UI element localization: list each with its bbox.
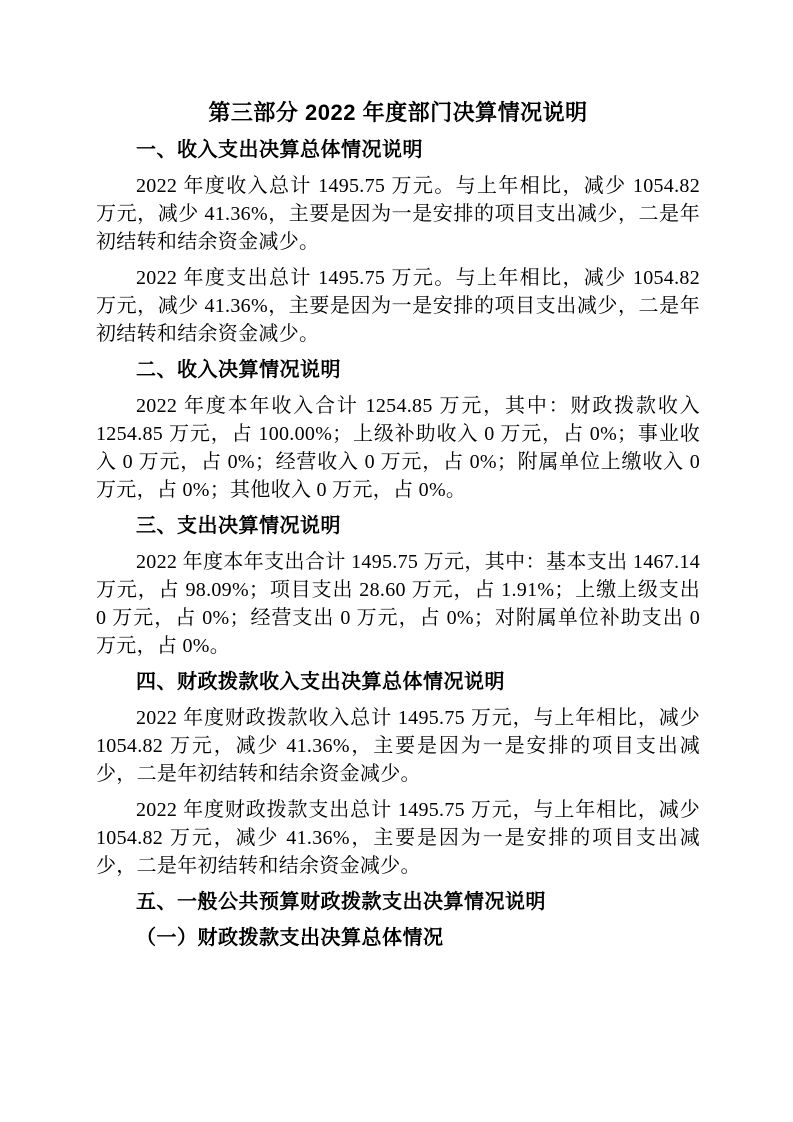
paragraph-income-breakdown: 2022 年度本年收入合计 1254.85 万元，其中：财政拨款收入 1254.85 万元，占 100.00%；上级补助收入 0 万元，占 0%；事业收入 0 万元，占 0%；经营收入 0 万元，占 0%；附属单位上缴收入 0 万元，占 0%；其他收入 0 万元，占 0%。 — [96, 395, 700, 501]
section-fiscal-appropriation-overview — [96, 668, 700, 880]
section-heading-3: 三、支出决算情况说明 — [136, 515, 341, 537]
paragraph-total-income: 2022 年度收入总计 1495.75 万元。与上年相比，减少 1054.82 万元，减少 41.36%，主要是因为一是安排的项目支出减少，二是年初结转和结余资金减少。 — [96, 175, 700, 253]
paragraph-total-expenditure: 2022 年度支出总计 1495.75 万元。与上年相比，减少 1054.82 万元，减少 41.36%，主要是因为一是安排的项目支出减少，二是年初结转和结余资金减少。 — [96, 267, 700, 345]
paragraph-fiscal-expenditure: 2022 年度财政拨款支出总计 1495.75 万元，与上年相比，减少 1054.82 万元，减少 41.36%，主要是因为一是安排的项目支出减少，二是年初结转和结余资金减少。 — [96, 799, 700, 877]
document-title: 第三部分 2022 年度部门决算情况说明 — [208, 100, 588, 125]
paragraph-expenditure-breakdown: 2022 年度本年支出合计 1495.75 万元，其中：基本支出 1467.14 万元，占 98.09%；项目支出 28.60 万元，占 1.91%；上缴上级支出 0 万元，占 0%；经营支出 0 万元，占 0%；对附属单位补助支出 0 万元，占 0%。 — [96, 551, 700, 657]
section-heading-1: 一、收入支出决算总体情况说明 — [136, 139, 423, 161]
section-heading-2: 二、收入决算情况说明 — [136, 359, 341, 381]
section-fiscal-expenditure-overview-sub — [96, 924, 700, 952]
section-heading-4: 四、财政拨款收入支出决算总体情况说明 — [136, 671, 505, 693]
section-general-public-budget — [96, 888, 700, 916]
section-expenditure-details — [96, 512, 700, 660]
subsection-heading-1: （一）财政拨款支出决算总体情况 — [136, 927, 444, 949]
paragraph-fiscal-income: 2022 年度财政拨款收入总计 1495.75 万元，与上年相比，减少 1054.82 万元，减少 41.36%，主要是因为一是安排的项目支出减少，二是年初结转和结余资金减少。 — [96, 707, 700, 785]
section-income-expenditure-overview — [96, 136, 700, 348]
section-heading-5: 五、一般公共预算财政拨款支出决算情况说明 — [136, 891, 546, 913]
section-income-details — [96, 356, 700, 504]
